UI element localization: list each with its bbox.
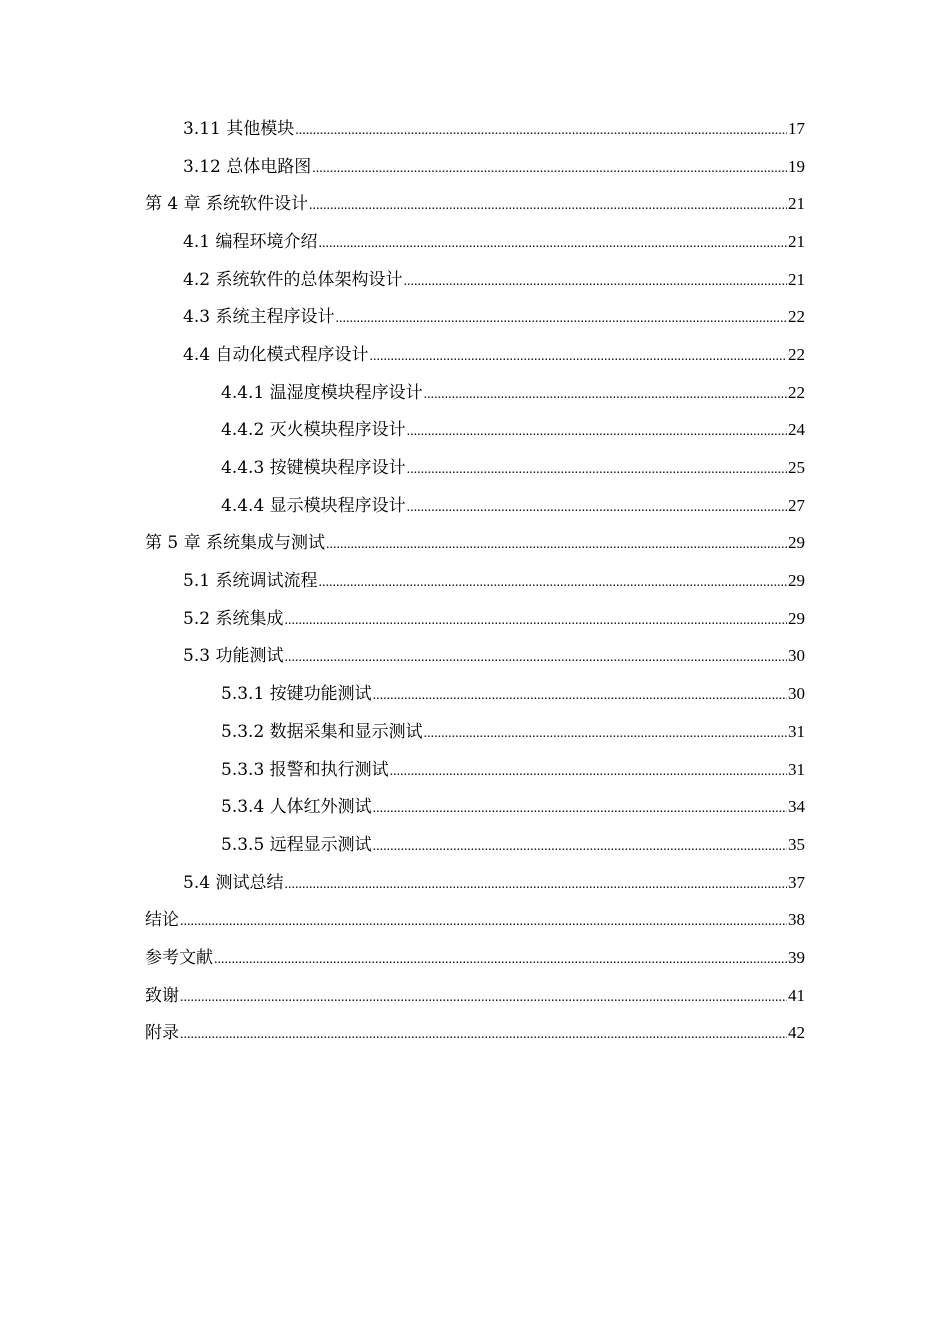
toc-dot-leader [284,648,787,668]
toc-entry-3-11[interactable] [0,110,950,148]
toc-entry-label: 4.3 系统主程序设计 [183,307,335,328]
toc-entry-label: 参考文献 [145,947,213,968]
toc-entry-label: 5.3.3 报警和执行测试 [221,759,389,780]
toc-dot-leader [369,347,787,367]
toc-entry-label: 4.4.1 温湿度模块程序设计 [221,382,423,403]
toc-entry-page: 22 [788,382,805,402]
toc-entry-5-3-2[interactable] [0,713,950,751]
toc-dot-leader [373,686,787,706]
toc-dot-leader [180,988,787,1008]
toc-entry-4-4-2[interactable] [0,412,950,450]
toc-entry-5-3-4[interactable] [0,788,950,826]
toc-entry-page: 21 [788,194,805,214]
toc-entry-page: 21 [788,231,805,251]
toc-entry-references[interactable] [0,939,950,977]
toc-entry-page: 22 [788,307,805,327]
toc-dot-leader [390,762,787,782]
toc-entry-label: 3.12 总体电路图 [183,156,312,177]
toc-entry-page: 27 [788,495,805,515]
toc-entry-page: 17 [788,118,805,138]
toc-entry-chapter-4[interactable] [0,185,950,223]
toc-entry-page: 31 [788,721,805,741]
toc-entry-5-3[interactable] [0,638,950,676]
toc-entry-label: 4.4.2 灭火模块程序设计 [221,420,406,441]
toc-entry-label: 第 4 章 系统软件设计 [145,194,309,215]
toc-entry-page: 41 [788,985,805,1005]
toc-entry-label: 5.3.4 人体红外测试 [221,797,372,818]
toc-entry-label: 4.4.3 按键模块程序设计 [221,458,406,479]
toc-dot-leader [424,385,787,405]
toc-entry-label: 5.1 系统调试流程 [183,571,318,592]
toc-entry-4-2[interactable] [0,261,950,299]
toc-entry-page: 37 [788,872,805,892]
toc-entry-label: 4.1 编程环境介绍 [183,231,318,252]
toc-dot-leader [214,950,787,970]
toc-entry-page: 29 [788,533,805,553]
toc-dot-leader [403,272,787,292]
toc-dot-leader [180,912,787,932]
toc-entry-appendix[interactable] [0,1015,950,1053]
toc-entry-label: 致谢 [145,985,179,1006]
toc-dot-leader [326,535,787,555]
toc-entry-5-2[interactable] [0,600,950,638]
toc-dot-leader [295,121,787,141]
toc-entry-page: 30 [788,684,805,704]
toc-entry-label: 5.3.1 按键功能测试 [221,684,372,705]
toc-entry-label: 5.3.2 数据采集和显示测试 [221,721,423,742]
toc-entry-acknowledgements[interactable] [0,977,950,1015]
toc-entry-page: 30 [788,646,805,666]
toc-entry-label: 5.3.5 远程显示测试 [221,834,372,855]
toc-dot-leader [407,460,787,480]
toc-entry-5-4[interactable] [0,864,950,902]
toc-entry-page: 29 [788,608,805,628]
toc-entry-page: 25 [788,458,805,478]
toc-entry-page: 39 [788,947,805,967]
toc-entry-5-3-1[interactable] [0,675,950,713]
toc-entry-4-4-3[interactable] [0,449,950,487]
toc-dot-leader [284,611,787,631]
toc-dot-leader [424,724,787,744]
toc-entry-label: 5.2 系统集成 [183,608,284,629]
toc-entry-4-3[interactable] [0,298,950,336]
toc-entry-5-3-5[interactable] [0,826,950,864]
toc-entry-chapter-5[interactable] [0,525,950,563]
toc-entry-page: 21 [788,269,805,289]
toc-entry-label: 4.2 系统软件的总体架构设计 [183,269,403,290]
toc-entry-page: 19 [788,156,805,176]
toc-entry-label: 4.4 自动化模式程序设计 [183,344,369,365]
toc-dot-leader [373,837,787,857]
toc-entry-conclusion[interactable] [0,901,950,939]
toc-entry-5-1[interactable] [0,562,950,600]
toc-entry-5-3-3[interactable] [0,751,950,789]
toc-dot-leader [407,422,787,442]
toc-entry-4-4-4[interactable] [0,487,950,525]
toc-entry-3-12[interactable] [0,148,950,186]
toc-dot-leader [312,159,787,179]
toc-dot-leader [284,875,787,895]
toc-dot-leader [407,498,787,518]
toc-entry-label: 4.4.4 显示模块程序设计 [221,495,406,516]
toc-entry-4-4[interactable] [0,336,950,374]
toc-entry-4-4-1[interactable] [0,374,950,412]
toc-dot-leader [318,573,787,593]
toc-entry-label: 5.4 测试总结 [183,872,284,893]
toc-entry-label: 附录 [145,1023,179,1044]
toc-entry-page: 24 [788,420,805,440]
toc-entry-page: 35 [788,834,805,854]
table-of-contents [0,110,950,1052]
toc-entry-page: 22 [788,344,805,364]
toc-entry-page: 29 [788,571,805,591]
toc-dot-leader [335,309,787,329]
toc-entry-label: 5.3 功能测试 [183,646,284,667]
toc-entry-label: 3.11 其他模块 [183,118,295,139]
toc-dot-leader [180,1025,787,1045]
toc-dot-leader [318,234,787,254]
toc-entry-page: 38 [788,910,805,930]
toc-dot-leader [309,196,787,216]
toc-entry-4-1[interactable] [0,223,950,261]
toc-entry-page: 34 [788,797,805,817]
toc-entry-label: 第 5 章 系统集成与测试 [145,533,326,554]
toc-entry-label: 结论 [145,910,179,931]
toc-entry-page: 42 [788,1023,805,1043]
toc-entry-page: 31 [788,759,805,779]
toc-dot-leader [373,799,787,819]
